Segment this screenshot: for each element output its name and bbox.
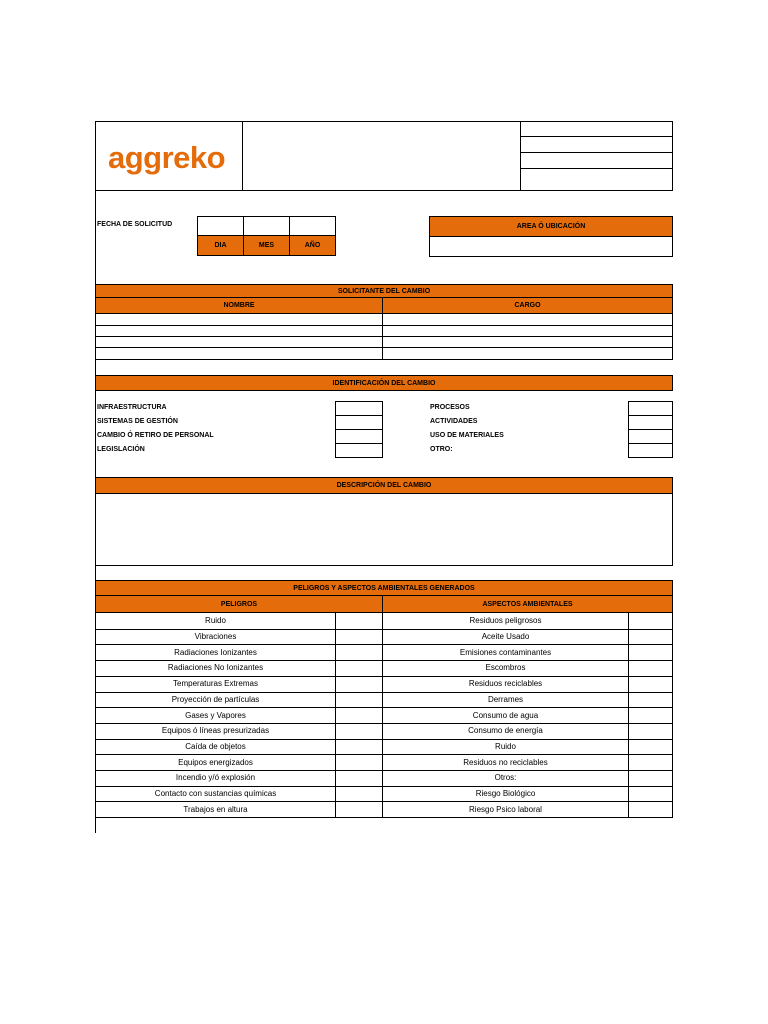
- area-location-header: AREA Ó UBICACIÓN: [429, 216, 673, 237]
- aspect-checkbox[interactable]: [629, 660, 673, 676]
- hazard-checkbox[interactable]: [336, 660, 382, 676]
- ident-checkbox[interactable]: [628, 401, 673, 416]
- aspect-checkbox[interactable]: [629, 786, 673, 802]
- hazard-checkbox[interactable]: [336, 754, 382, 770]
- aspects-column-header: ASPECTOS AMBIENTALES: [382, 595, 673, 613]
- hazard-checkbox[interactable]: [336, 801, 382, 817]
- request-date-label: FECHA DE SOLICITUD: [97, 221, 173, 228]
- month-input[interactable]: [243, 216, 290, 236]
- aspect-item-label: Riesgo Biológico: [475, 789, 536, 799]
- hazard-item-label: Equipos energizados: [178, 757, 253, 767]
- ident-checkbox[interactable]: [335, 401, 383, 416]
- hazard-item-label: Equipos ó líneas presurizadas: [161, 726, 270, 736]
- hazard-checkbox[interactable]: [336, 644, 382, 660]
- ident-item-label: USO DE MATERIALES: [430, 432, 504, 439]
- requester-role-column-header: CARGO: [382, 297, 673, 314]
- hazards-section-header: PELIGROS Y ASPECTOS AMBIENTALES GENERADOS: [95, 580, 673, 596]
- hazard-item-label: Proyección de partículas: [171, 694, 260, 704]
- hazard-item-label: Incendio y/ó explosión: [175, 773, 256, 783]
- ident-item-label: CAMBIO Ó RETIRO DE PERSONAL: [97, 432, 214, 439]
- code-row-line: [520, 152, 673, 153]
- aspect-checkbox[interactable]: [629, 754, 673, 770]
- code-cell-divider: [520, 121, 521, 191]
- aspect-checkbox[interactable]: [629, 692, 673, 708]
- ident-checkbox[interactable]: [628, 443, 673, 458]
- requester-row-line: [95, 336, 673, 337]
- logo-cell-divider: [242, 121, 243, 191]
- aspect-item-label: Residuos reciclables: [468, 679, 543, 689]
- requester-section-header: SOLICITANTE DEL CAMBIO: [95, 284, 673, 298]
- aspect-item-label: Aceite Usado: [481, 632, 530, 642]
- hazard-item-label: Gases y Vapores: [185, 710, 246, 720]
- day-label: DIA: [197, 235, 244, 256]
- ident-item-label: LEGISLACIÓN: [97, 446, 145, 453]
- aspect-checkbox[interactable]: [629, 801, 673, 817]
- hazard-checkbox[interactable]: [336, 613, 382, 629]
- hazards-table: [95, 612, 673, 818]
- aspect-item-label: Consumo de agua: [472, 710, 539, 720]
- hazard-item-label: Radiaciones Ionizantes: [174, 647, 257, 657]
- aspect-item-label: Residuos peligrosos: [469, 616, 542, 626]
- aspect-checkbox[interactable]: [629, 707, 673, 723]
- hazard-item-label: Radiaciones No Ionizantes: [167, 663, 264, 673]
- ident-item-label: INFRAESTRUCTURA: [97, 404, 167, 411]
- year-label: AÑO: [289, 235, 336, 256]
- hazard-checkbox[interactable]: [336, 770, 382, 786]
- aspect-item-label: Ruido: [495, 741, 516, 751]
- aspect-item-label: Escombros: [485, 663, 526, 673]
- hazard-item-label: Caída de objetos: [185, 741, 246, 751]
- year-input[interactable]: [289, 216, 336, 236]
- aspect-item-label: Riesgo Psico laboral: [469, 804, 542, 814]
- code-row-line: [520, 136, 673, 137]
- description-section-header: DESCRIPCIÓN DEL CAMBIO: [95, 477, 673, 494]
- day-input[interactable]: [197, 216, 244, 236]
- hazard-checkbox[interactable]: [336, 739, 382, 755]
- requester-row-line: [95, 325, 673, 326]
- requester-row-line: [95, 347, 673, 348]
- hazard-checkbox[interactable]: [336, 786, 382, 802]
- description-textarea[interactable]: [95, 493, 673, 566]
- aspect-checkbox[interactable]: [629, 629, 673, 645]
- hazard-checkbox[interactable]: [336, 692, 382, 708]
- ident-checkbox[interactable]: [335, 415, 383, 430]
- identification-section-header: IDENTIFICACIÓN DEL CAMBIO: [95, 375, 673, 391]
- aspect-item-label: Emisiones contaminantes: [459, 647, 552, 657]
- aspect-checkbox[interactable]: [629, 644, 673, 660]
- aspect-item-label: Otros:: [494, 773, 517, 783]
- hazard-checkbox[interactable]: [336, 723, 382, 739]
- ident-item-label: OTRO:: [430, 446, 453, 453]
- aspect-item-label: Residuos no reciclables: [463, 757, 548, 767]
- aspect-checkbox[interactable]: [629, 613, 673, 629]
- aspect-checkbox[interactable]: [629, 676, 673, 692]
- hazard-checkbox[interactable]: [336, 707, 382, 723]
- ident-checkbox[interactable]: [335, 429, 383, 444]
- aspect-checkbox[interactable]: [629, 770, 673, 786]
- ident-item-label: SISTEMAS DE GESTIÓN: [97, 418, 178, 425]
- ident-checkbox[interactable]: [628, 415, 673, 430]
- ident-checkbox[interactable]: [628, 429, 673, 444]
- hazard-item-label: Contacto con sustancias químicas: [154, 789, 277, 799]
- requester-name-column-header: NOMBRE: [95, 297, 383, 314]
- hazard-item-label: Temperaturas Extremas: [173, 679, 258, 689]
- aspect-checkbox[interactable]: [629, 723, 673, 739]
- hazard-checkbox[interactable]: [336, 676, 382, 692]
- hazards-column-header: PELIGROS: [95, 595, 383, 613]
- aspect-item-label: Derrames: [487, 694, 524, 704]
- ident-item-label: ACTIVIDADES: [430, 418, 478, 425]
- ident-item-label: PROCESOS: [430, 404, 470, 411]
- hazard-checkbox[interactable]: [336, 629, 382, 645]
- month-label: MES: [243, 235, 290, 256]
- hazard-item-label: Vibraciones: [194, 632, 237, 642]
- aspect-item-label: Consumo de energía: [468, 726, 543, 736]
- company-logo: aggreko: [108, 140, 226, 175]
- aspect-checkbox[interactable]: [629, 739, 673, 755]
- hazard-item-label: Ruido: [205, 616, 226, 626]
- ident-checkbox[interactable]: [335, 443, 383, 458]
- code-row-line: [520, 168, 673, 169]
- hazard-item-label: Trabajos en altura: [183, 804, 248, 814]
- area-location-input[interactable]: [429, 236, 673, 257]
